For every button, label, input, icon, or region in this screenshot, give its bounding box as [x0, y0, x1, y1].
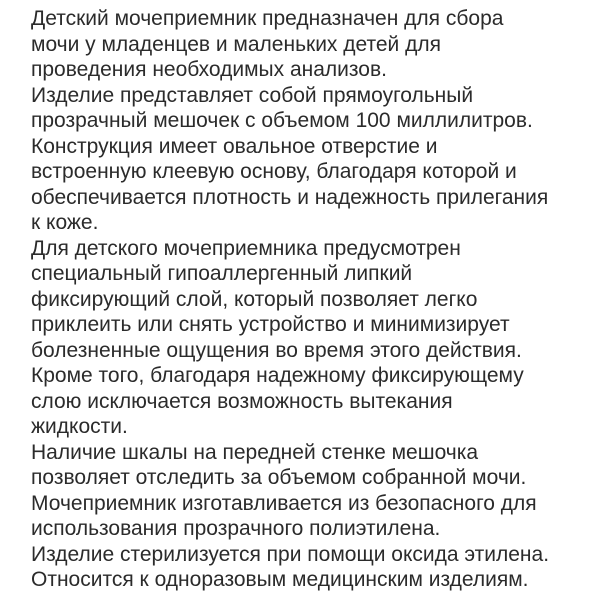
text-line: специальный гипоаллергенный липкий — [31, 262, 413, 285]
text-line: Детский мочеприемник предназначен для сбора — [31, 7, 504, 30]
text-line: Кроме того, благодаря надежному фиксирующему — [31, 364, 524, 387]
text-line: приклеить или снять устройство и минимизирует — [31, 313, 510, 336]
text-line: Изделие представляет собой прямоугольный — [31, 83, 474, 107]
text-line: жидкости. — [31, 415, 128, 438]
text-line: Относится к одноразовым медицинским изделиям. — [31, 568, 529, 591]
text-line: проведения необходимых анализов. — [31, 58, 387, 81]
text-line: обеспечивается плотность и надежность прилегания — [31, 185, 549, 209]
text-line: Изделие стерилизуется при помощи оксида этилена. — [31, 542, 550, 566]
text-line: слою исключается возможность вытекания — [31, 389, 453, 413]
text-line: использования прозрачного полиэтилена. — [31, 517, 441, 540]
text-line: прозрачный мешочек с объемом 100 миллилитров. — [31, 109, 533, 132]
text-line: Конструкция имеет овальное отверстие и — [31, 134, 438, 158]
text-line: Наличие шкалы на передней стенке мешочка — [31, 440, 479, 464]
text-line: мочи у младенцев и маленьких детей для — [31, 32, 442, 56]
text-line: позволяет отследить за объемом собранной мочи. — [31, 466, 527, 489]
text-line: к коже. — [31, 211, 99, 234]
text-line: Для детского мочеприемника предусмотрен — [31, 236, 461, 260]
text-line: фиксирующий слой, который позволяет легко — [31, 287, 478, 311]
text-line: болезненные ощущения во время этого действия. — [31, 338, 522, 362]
text-line: Мочеприемник изготавливается из безопасного для — [31, 491, 537, 515]
text-line: встроенную клеевую основу, благодаря которой и — [31, 160, 517, 183]
